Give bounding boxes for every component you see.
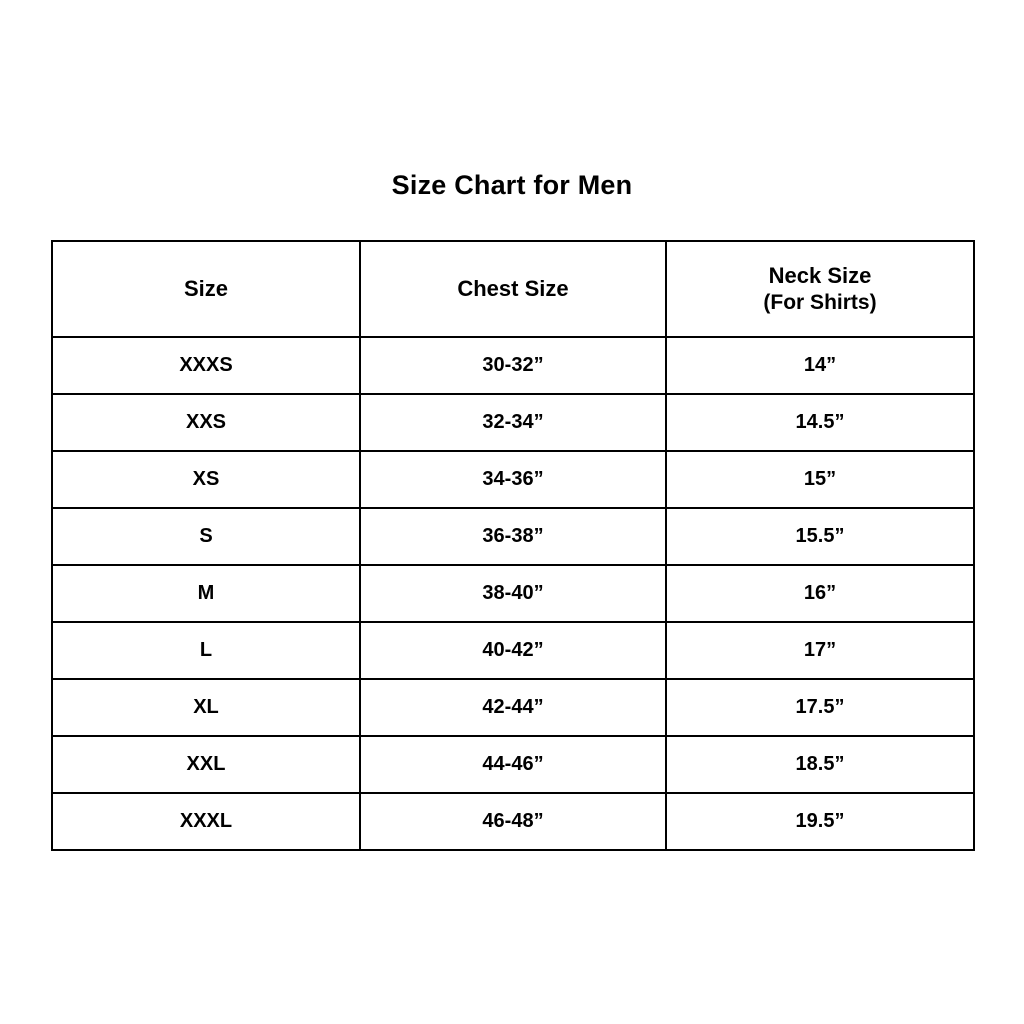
column-header-neck-size — [666, 241, 974, 337]
column-header-chest-size-label: Chest Size — [457, 276, 569, 302]
cell-size: M — [52, 565, 360, 622]
cell-chest: 40-42” — [360, 622, 666, 679]
cell-size: XXS — [52, 394, 360, 451]
cell-neck: 15” — [666, 451, 974, 508]
cell-chest: 44-46” — [360, 736, 666, 793]
column-header-size-label: Size — [183, 276, 229, 302]
table-row — [52, 508, 974, 565]
cell-size: XL — [52, 679, 360, 736]
cell-neck: 19.5” — [666, 793, 974, 850]
cell-chest: 36-38” — [360, 508, 666, 565]
table-row — [52, 394, 974, 451]
table-row — [52, 565, 974, 622]
table-row — [52, 337, 974, 394]
cell-size: S — [52, 508, 360, 565]
column-header-neck-size-sublabel: (For Shirts) — [763, 290, 877, 314]
cell-chest: 32-34” — [360, 394, 666, 451]
cell-size: XXL — [52, 736, 360, 793]
cell-chest: 34-36” — [360, 451, 666, 508]
cell-neck: 16” — [666, 565, 974, 622]
cell-neck: 15.5” — [666, 508, 974, 565]
size-table — [51, 240, 975, 851]
column-header-size — [52, 241, 360, 337]
cell-chest: 30-32” — [360, 337, 666, 394]
cell-neck: 18.5” — [666, 736, 974, 793]
cell-neck: 14” — [666, 337, 974, 394]
cell-chest: 42-44” — [360, 679, 666, 736]
table-row — [52, 622, 974, 679]
cell-chest: 46-48” — [360, 793, 666, 850]
column-header-chest-size — [360, 241, 666, 337]
table-row — [52, 793, 974, 850]
cell-size: XXXS — [52, 337, 360, 394]
table-row — [52, 736, 974, 793]
cell-size: XXXL — [52, 793, 360, 850]
table-row — [52, 679, 974, 736]
page-title: Size Chart for Men — [391, 170, 633, 200]
table-header-row — [52, 241, 974, 337]
cell-size: XS — [52, 451, 360, 508]
cell-neck: 14.5” — [666, 394, 974, 451]
cell-size: L — [52, 622, 360, 679]
cell-neck: 17.5” — [666, 679, 974, 736]
table-body — [52, 337, 974, 850]
table-header — [52, 241, 974, 337]
table-row — [52, 451, 974, 508]
cell-neck: 17” — [666, 622, 974, 679]
size-table-container — [51, 240, 973, 851]
cell-chest: 38-40” — [360, 565, 666, 622]
column-header-neck-size-label: Neck Size — [768, 263, 872, 289]
